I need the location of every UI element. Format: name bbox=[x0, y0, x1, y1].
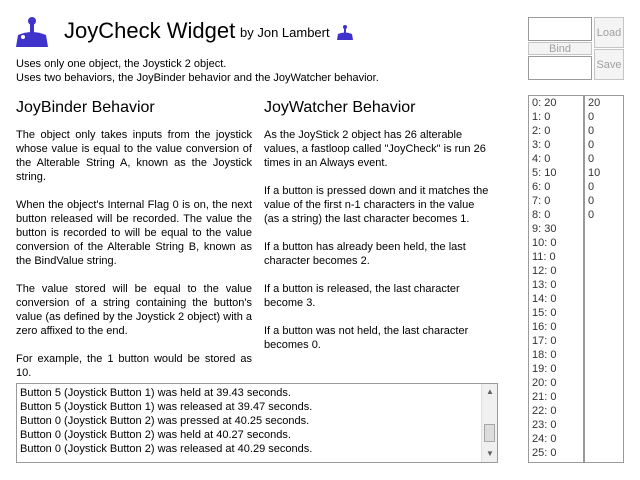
list-item: 24: 0 bbox=[532, 433, 557, 445]
joybinder-heading: JoyBinder Behavior bbox=[16, 99, 155, 116]
description-line: Uses two behaviors, the JoyBinder behavior and the JoyWatcher behavior. bbox=[16, 72, 379, 84]
list-item: 20: 0 bbox=[532, 377, 557, 389]
list-item: 0 bbox=[588, 125, 595, 137]
bind-button[interactable]: Bind bbox=[528, 42, 592, 55]
scroll-up-icon[interactable]: ▲ bbox=[486, 387, 494, 396]
paragraph: For example, the 1 button would be stored as 10. bbox=[16, 353, 252, 379]
list-item: 4: 0 bbox=[532, 153, 551, 165]
paragraph: When the object's Internal Flag 0 is on, the next button released will be recorded. The value the button is recorded to will be equal to the value conversion of the Alterable String B, known as the BindValue string. bbox=[16, 199, 252, 267]
log-line: Button 5 (Joystick Button 1) was released at 39.47 seconds. bbox=[20, 401, 313, 413]
joybinder-text bbox=[16, 128, 252, 394]
list-item: 11: 0 bbox=[532, 251, 556, 263]
list-item: 12: 0 bbox=[532, 265, 557, 277]
paragraph: If a button is pressed down and it matches the value of the first n-1 characters in the value (as a string) the last character becomes 1. bbox=[264, 185, 489, 225]
load-button[interactable]: Load bbox=[594, 17, 624, 48]
list-item: 0 bbox=[588, 181, 595, 193]
paragraph: The value stored will be equal to the value conversion of a string containing the button's value (as defined by the Joystick 2 object) with a zero affixed to the end. bbox=[16, 283, 253, 337]
list-item: 9: 30 bbox=[532, 223, 557, 235]
list-item: 15: 0 bbox=[532, 307, 557, 319]
list-item: 21: 0 bbox=[532, 391, 557, 403]
log-line: Button 0 (Joystick Button 2) was pressed at 40.25 seconds. bbox=[20, 415, 310, 427]
list-item: 16: 0 bbox=[532, 321, 557, 333]
event-log[interactable] bbox=[16, 383, 498, 463]
list-item: 1: 0 bbox=[532, 111, 551, 123]
description-line: Uses only one object, the Joystick 2 object. bbox=[16, 58, 227, 70]
list-item: 8: 0 bbox=[532, 209, 551, 221]
joystick-small-icon bbox=[336, 25, 354, 41]
paragraph: As the JoyStick 2 object has 26 alterable values, a fastloop called "JoyCheck" is run 26 times in an Always event. bbox=[264, 129, 486, 169]
joywatcher-text bbox=[264, 128, 492, 366]
list-item: 0 bbox=[588, 209, 595, 221]
scroll-down-icon[interactable]: ▼ bbox=[486, 449, 494, 458]
values-list[interactable] bbox=[528, 95, 584, 463]
list-item: 14: 0 bbox=[532, 293, 557, 305]
paragraph: If a button was not held, the last character becomes 0. bbox=[264, 325, 469, 351]
list-item: 23: 0 bbox=[532, 419, 557, 431]
bindvalue-input[interactable] bbox=[528, 56, 592, 80]
bound-values-list[interactable] bbox=[584, 95, 624, 463]
paragraph: If a button has already been held, the last character becomes 2. bbox=[264, 241, 466, 267]
log-line: Button 5 (Joystick Button 1) was held at 39.43 seconds. bbox=[20, 387, 291, 399]
list-item: 0 bbox=[588, 139, 595, 151]
list-item: 10 bbox=[588, 167, 601, 179]
list-item: 18: 0 bbox=[532, 349, 557, 361]
list-item: 19: 0 bbox=[532, 363, 557, 375]
log-scrollbar[interactable] bbox=[481, 384, 497, 462]
list-item: 0: 20 bbox=[532, 97, 557, 109]
list-item: 17: 0 bbox=[532, 335, 557, 347]
paragraph: The object only takes inputs from the joystick whose value is equal to the value conversion of the Alterable String A, known as the Joystick string. bbox=[16, 129, 252, 183]
list-item: 0 bbox=[588, 195, 595, 207]
list-item: 2: 0 bbox=[532, 125, 551, 137]
log-line: Button 0 (Joystick Button 2) was released at 40.29 seconds. bbox=[20, 443, 313, 455]
joystick-input[interactable] bbox=[528, 17, 592, 41]
list-item: 10: 0 bbox=[532, 237, 557, 249]
list-item: 7: 0 bbox=[532, 195, 551, 207]
list-item: 13: 0 bbox=[532, 279, 557, 291]
list-item: 3: 0 bbox=[532, 139, 551, 151]
list-item: 6: 0 bbox=[532, 181, 551, 193]
description bbox=[16, 57, 379, 85]
author-byline: by Jon Lambert bbox=[240, 25, 330, 40]
app-title: JoyCheck Widget bbox=[64, 18, 236, 43]
list-item: 25: 0 bbox=[532, 447, 557, 459]
list-item: 5: 10 bbox=[532, 167, 557, 179]
paragraph: If a button is released, the last character become 3. bbox=[264, 283, 460, 309]
scroll-thumb[interactable] bbox=[484, 424, 495, 442]
joywatcher-heading: JoyWatcher Behavior bbox=[264, 99, 416, 116]
list-item: 0 bbox=[588, 111, 595, 123]
joystick-icon bbox=[14, 17, 50, 49]
save-button[interactable]: Save bbox=[594, 49, 624, 80]
list-item: 20 bbox=[588, 97, 601, 109]
log-line: Button 0 (Joystick Button 2) was held at 40.27 seconds. bbox=[20, 429, 291, 441]
list-item: 0 bbox=[588, 153, 595, 165]
list-item: 22: 0 bbox=[532, 405, 557, 417]
